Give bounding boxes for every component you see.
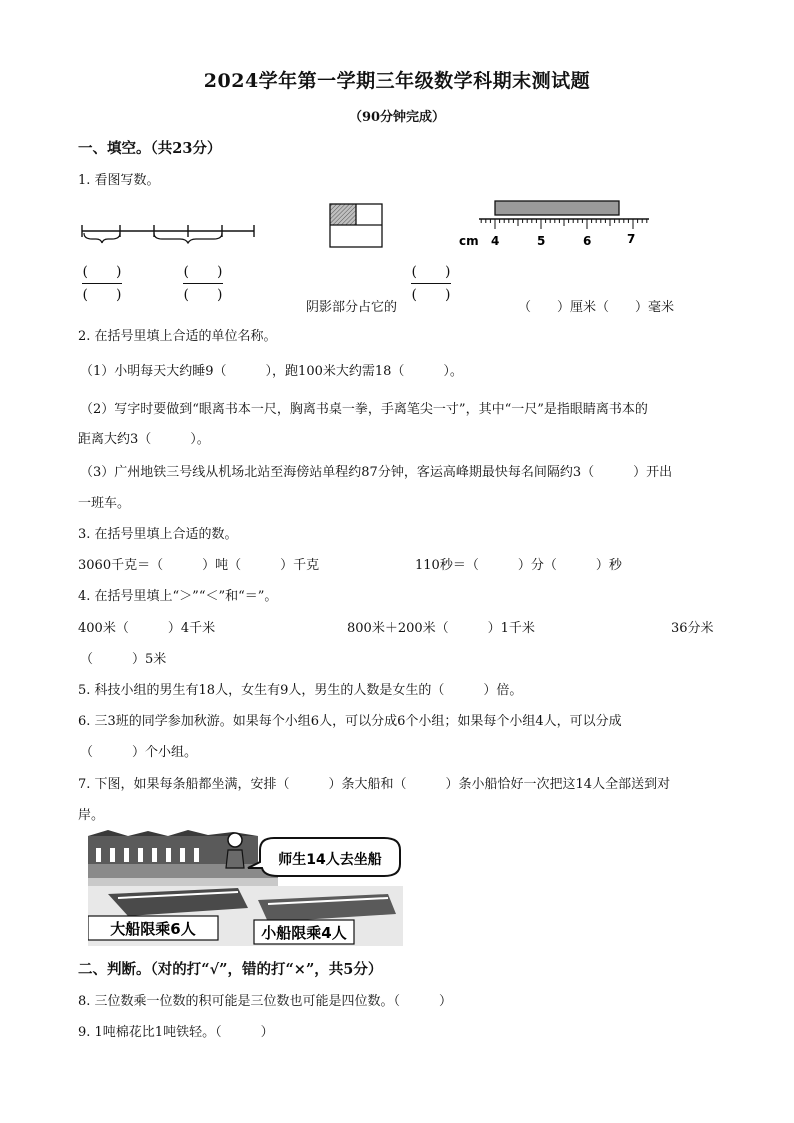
fraction-answer-2[interactable]: ( ) ( ) (183, 264, 223, 303)
question-2-part-3-line-2: 一班车。 (78, 496, 131, 511)
question-2-part-2-line-1: （2）写字时要做到“眼离书本一尺，胸离书桌一拳，手离笔尖一寸”，其中“一尺”是指眼睛离书本的 (80, 402, 648, 417)
question-6-line-2[interactable]: （ ）个小组。 (80, 745, 198, 760)
question-4-item-c: 36分米 (671, 621, 714, 636)
ruler-unit-label: cm (459, 234, 479, 248)
ruler-tick-label-4: 4 (491, 234, 500, 248)
speech-bubble-text: 师生14人去坐船 (278, 852, 382, 868)
number-line-figure (76, 222, 258, 244)
fraction-answer-3[interactable]: ( ) ( ) (411, 264, 451, 303)
question-4-item-c-answer[interactable]: （ ）5米 (80, 652, 167, 667)
ruler-tick-label-7: 7 (627, 232, 636, 246)
section-2-heading: 二、判断。（对的打“√”，错的打“×”，共5分） (78, 961, 383, 978)
fraction-answer-1[interactable]: ( ) ( ) (82, 264, 122, 303)
ruler-figure (455, 198, 655, 250)
small-boat-label: 小船限乘4人 (261, 924, 347, 942)
boat-illustration (88, 828, 403, 946)
question-7-line-2: 岸。 (78, 808, 105, 823)
ruler-tick-label-5: 5 (537, 234, 546, 248)
question-6-line-1: 6. 三3班的同学参加秋游。如果每个小组6人，可以分成6个小组；如果每个小组4人，可以分成 (78, 714, 622, 729)
ruler-answer[interactable]: （ ）厘米（ ）毫米 (518, 300, 675, 315)
ruler-tick-label-6: 6 (583, 234, 592, 248)
question-4-item-b[interactable]: 800米＋200米（ ）1千米 (347, 621, 535, 636)
question-9-text[interactable]: 9. 1吨棉花比1吨铁轻。（ ） (78, 1025, 274, 1040)
question-5-text[interactable]: 5. 科技小组的男生有18人，女生有9人，男生的人数是女生的（ ）倍。 (78, 683, 523, 698)
section-1-heading: 一、填空。（共23分） (78, 140, 222, 157)
page-title: 2024学年第一学期三年级数学科期末测试题 (203, 70, 591, 92)
shaded-square-figure (329, 203, 383, 248)
question-3-text: 3. 在括号里填上合适的数。 (78, 527, 238, 542)
question-3-item-a[interactable]: 3060千克＝（ ）吨（ ）千克 (78, 558, 320, 573)
shaded-part-label: 阴影部分占它的 (306, 300, 398, 315)
question-3-item-b[interactable]: 110秒＝（ ）分（ ）秒 (415, 558, 622, 573)
big-boat-label: 大船限乘6人 (110, 920, 196, 938)
question-2-part-1[interactable]: （1）小明每天大约睡9（ ），跑100米大约需18（ ）。 (80, 364, 463, 379)
question-4-item-a[interactable]: 400米（ ）4千米 (78, 621, 216, 636)
page-subtitle: （90分钟完成） (348, 110, 446, 125)
question-2-part-3-line-1[interactable]: （3）广州地铁三号线从机场北站至海傍站单程约87分钟，客运高峰期最快每名间隔约3（ ）开出 (80, 465, 673, 480)
question-1-text: 1. 看图写数。 (78, 173, 160, 188)
question-2-text: 2. 在括号里填上合适的单位名称。 (78, 329, 277, 344)
question-8-text[interactable]: 8. 三位数乘一位数的积可能是三位数也可能是四位数。（ ） (78, 994, 453, 1009)
question-7-line-1[interactable]: 7. 下图，如果每条船都坐满，安排（ ）条大船和（ ）条小船恰好一次把这14人全部送到对 (78, 777, 671, 792)
question-4-text: 4. 在括号里填上“＞”“＜”和“＝”。 (78, 589, 278, 604)
question-2-part-2-line-2[interactable]: 距离大约3（ ）。 (78, 432, 210, 447)
